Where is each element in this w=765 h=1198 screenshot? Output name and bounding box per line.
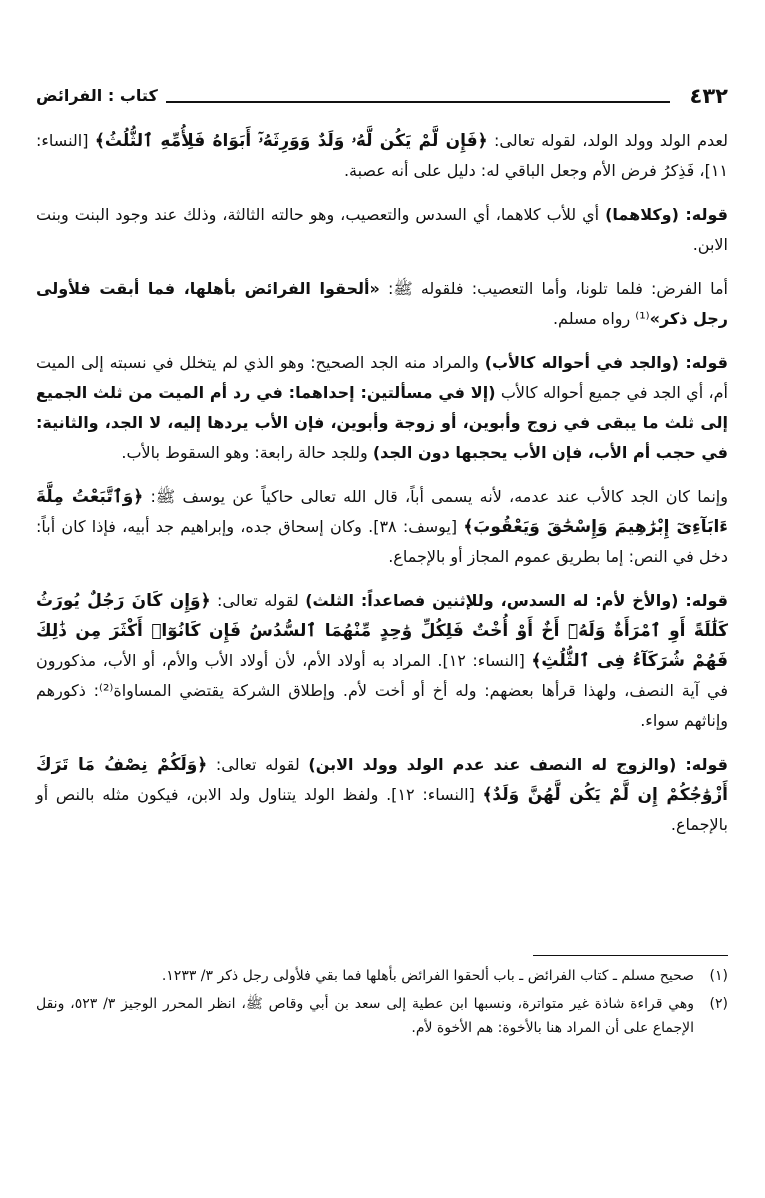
paragraph [36,348,728,468]
footnote-2 [36,992,728,1040]
paragraph [36,750,728,840]
text-segment: وإنما كان الجد كالأب عند عدمه، لأنه يسمى أباً، قال الله تعالى حاكياً عن يوسف ﷺ: [143,487,728,506]
footnote-number: (٢) [709,996,728,1012]
quran-verse: ﴿وَلَكُمْ نِصْفُ مَا تَرَكَ أَزْوَٰجُكُمْ إِن لَّمْ يَكُن لَّهُنَّ وَلَدٌ﴾ [36,755,729,805]
footnote-text: وهي قراءة شاذة غير متواترة، ونسبها ابن عطية إلى سعد بن أبي وقاص ﷺ، انظر المحرر الوجيز ٣/ ٥٢٣، ونقل الإجماع على أن المراد هنا بالأخوة: هم الأخوة لأم. [36,996,695,1036]
quran-verse: ﴿وَٱتَّبَعْتُ مِلَّةَ ءَابَآءِىٓ إِبْرَٰهِيمَ وَإِسْحَٰقَ وَيَعْقُوبَ﴾ [36,487,728,537]
bold-text: قوله: (وكلاهما) [605,205,728,224]
paragraph [36,586,728,736]
footnotes [36,964,728,1044]
text-segment: والمراد منه الجد الصحيح: وهو الذي لم يتخلل في نسبته إلى الميت أم، أي الجد في جميع أحواله كالأب [36,353,728,402]
text-segment: [النساء: ١٢]. ولفظ الولد يتناول ولد الابن، فيكون مثله بالنص أو بالإجماع. [36,785,728,834]
text-segment: أي للأب كلاهما، أي السدس والتعصيب، وهو حالته الثالثة، وذلك عند وجود البنت وبنت الابن. [36,205,728,254]
footnote-number: (١) [709,968,728,984]
text-segment: أما الفرض: فلما تلونا، وأما التعصيب: فلقوله ﷺ: [379,279,728,298]
text-segment: [يوسف: ٣٨]. وكان إسحاق جده، وإبراهيم جد أبيه، فإذا كان أباً: دخل في النص: إما بطريق عموم المجاز أو بالإجماع. [36,517,728,566]
paragraph [36,200,728,260]
paragraph [36,126,728,186]
main-text [36,126,728,854]
quran-verse: ﴿فَإِن لَّمْ يَكُن لَّهُۥ وَلَدٌ وَوَرِثَهُۥٓ أَبَوَاهُ فَلِأُمِّهِ ٱلثُّلُثُ﴾ [94,131,488,151]
running-title: كتاب : الفرائض [36,86,158,105]
footnote-text: صحيح مسلم ـ كتاب الفرائض ـ باب ألحقوا الفرائض بأهلها فما بقي فلأولى رجل ذكر ٣/ ١٢٣٣. [161,968,694,984]
text-segment: ⁽¹⁾ [635,309,650,328]
bold-text: (إلا في مسألتين: إحداهما: في رد أم الميت من ثلث الجميع إلى ثلث ما يبقى في زوج وأبوين، أو زوجة وأبوين، فإن الأب يردها إليه، لا الجد، والثانية: في حجب أم الأب، فإن الأب يحجبها دون الجد) [36,383,728,462]
bold-text: قوله: (والأخ لأم: له السدس، وللإثنين فصاعداً: الثلث) [305,591,728,610]
text-segment: وللجد حالة رابعة: وهو السقوط بالأب. [121,443,373,462]
paragraph [36,482,728,572]
text-segment: ⁽²⁾ [99,681,114,700]
footnote-1 [36,964,728,988]
footnote-separator [533,955,728,956]
bold-text: «ألحقوا الفرائض بأهلها، فما أبقت فلأولى رجل ذكر» [36,279,728,328]
text-segment: [النساء: ١٢]. المراد به أولاد الأم، لأن أولاد الأب والأم، أو الأب، مذكورون في آية النصف، ولهذا قرأها بعضهم: وله أخ أو أخت لأم. وإطلاق الشركة يقتضي المساواة [36,651,729,700]
page-header [36,84,728,114]
text-segment: لعدم الولد وولد الولد، لقوله تعالى: [487,131,728,150]
text-segment: رواه مسلم. [552,309,636,328]
header-rule [166,101,670,103]
text-segment: لقوله تعالى: [210,591,306,610]
text-segment: : ذكورهم وإناثهم سواء. [36,681,728,730]
bold-text: قوله: (والزوج له النصف عند عدم الولد وولد الابن) [308,755,729,774]
text-segment: [النساء: ١١]، فَذِكرُ فرض الأم وجعل الباقي له: دليل على أنه عصبة. [36,131,728,180]
quran-verse: ﴿وَإِن كَانَ رَجُلٌ يُورَثُ كَلَٰلَةً أَوِ ٱمْرَأَةٌ وَلَهُۥٓ أَخٌ أَوْ أُخْتٌ فَلِكُلِّ وَٰحِدٍ مِّنْهُمَا ٱلسُّدُسُ فَإِن كَانُوٓا۟ أَكْثَرَ مِن ذَٰلِكَ فَهُمْ شُرَكَآءُ فِى ٱلثُّلُثِ﴾ [36,591,728,671]
page-number: ٤٣٢ [689,84,728,108]
paragraph [36,274,728,334]
text-segment: لقوله تعالى: [207,755,309,774]
bold-text: قوله: (والجد في أحواله كالأب) [484,353,729,372]
